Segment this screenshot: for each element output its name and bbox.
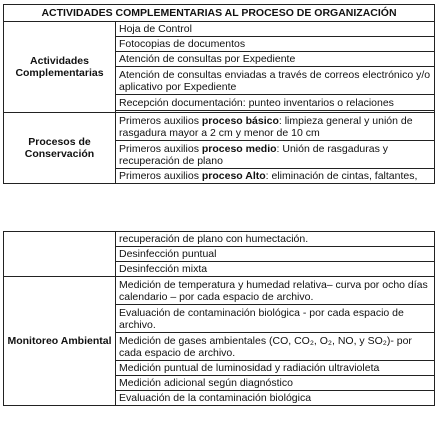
table-row: Primeros auxilios proceso básico: limpieza general y unión de rasgadura mayor a 2 cm y menor de 10 cm [116,113,435,141]
table-row: Primeros auxilios proceso medio: Unión de rasgaduras y recuperación de plano [116,141,435,169]
table-row: Fotocopias de documentos [116,37,435,52]
table-row: Atención de consultas por Expediente [116,52,435,67]
activities-table-bottom [3,231,435,406]
category-procesos-conservacion: Procesos de Conservación [4,113,116,184]
table-row: Medición adicional según diagnóstico [116,376,435,391]
activities-table-top [3,4,435,184]
table-row: Medición de gases ambientales (CO, CO₂, O₂, NO, y SO₂)- por cada espacio de archivo. [116,333,435,361]
table-row: recuperación de plano con humectación. [116,232,435,247]
empty-category-cell [4,232,116,277]
table-row: Atención de consultas enviadas a través de correos electrónico y/o aplicativo por Expediente [116,67,435,95]
table-row: Hoja de Control [116,22,435,37]
table-row: Recepción documentación: punteo inventarios o relaciones [116,95,435,111]
category-monitoreo-ambiental: Monitoreo Ambiental [4,277,116,406]
table-row: Evaluación de contaminación biológica - por cada espacio de archivo. [116,305,435,333]
table-row: Medición de temperatura y humedad relativa– curva por ocho días calendario – por cada espacio de archivo. [116,277,435,305]
category-actividades-complementarias: Actividades Complementarias [4,22,116,113]
table-row: Desinfección puntual [116,247,435,262]
table-header: ACTIVIDADES COMPLEMENTARIAS AL PROCESO DE ORGANIZACIÓN [4,5,435,22]
table-row: Primeros auxilios proceso Alto: eliminación de cintas, faltantes, [116,169,435,184]
table-row: Evaluación de la contaminación biológica [116,391,435,406]
table-row: Medición puntual de luminosidad y radiación ultravioleta [116,361,435,376]
table-row: Desinfección mixta [116,262,435,277]
